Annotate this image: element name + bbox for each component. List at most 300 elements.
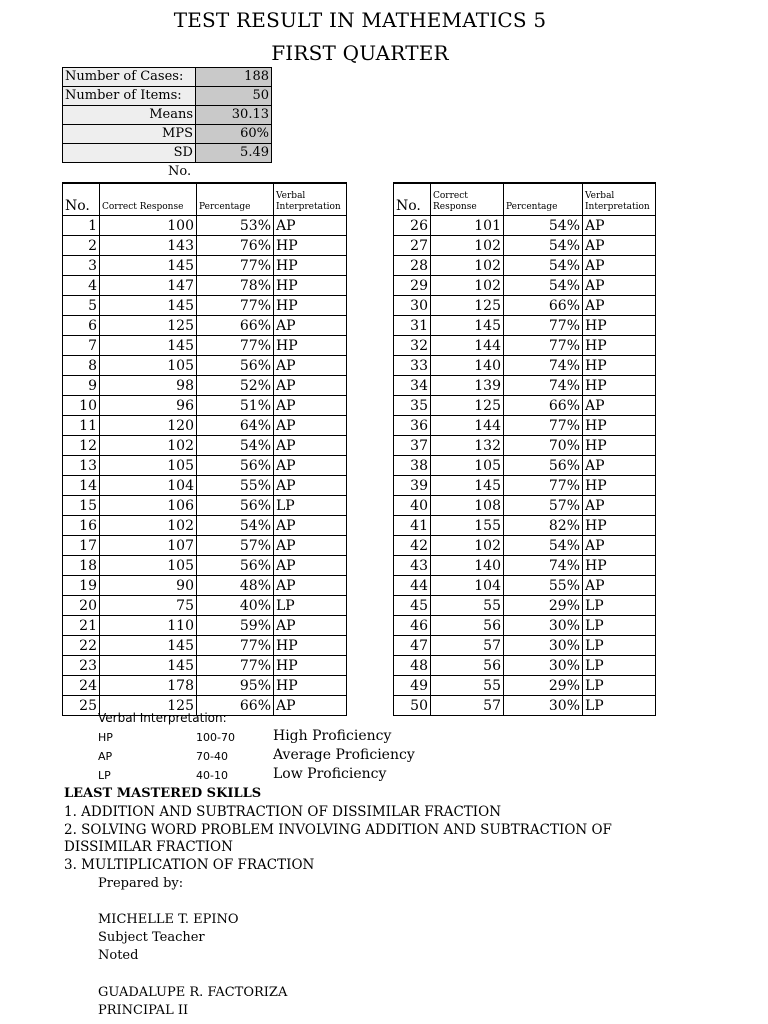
header-verbal-interpretation: Verbal Interpretation — [583, 183, 656, 216]
legend-code: AP — [98, 750, 113, 763]
stat-value: 30.13 — [196, 106, 272, 125]
cell-verbal-interpretation: HP — [274, 656, 347, 676]
cell-verbal-interpretation: AP — [583, 296, 656, 316]
cell-percentage: 77% — [197, 256, 274, 276]
cell-no: 13 — [63, 456, 100, 476]
cell-no: 7 — [63, 336, 100, 356]
cell-correct-response: 144 — [431, 336, 504, 356]
cell-verbal-interpretation: AP — [583, 456, 656, 476]
cell-verbal-interpretation: HP — [583, 376, 656, 396]
cell-verbal-interpretation: LP — [583, 616, 656, 636]
cell-correct-response: 147 — [100, 276, 197, 296]
table-row — [394, 376, 656, 396]
cell-verbal-interpretation: AP — [274, 316, 347, 336]
cell-correct-response: 90 — [100, 576, 197, 596]
cell-no: 18 — [63, 556, 100, 576]
cell-verbal-interpretation: AP — [583, 256, 656, 276]
cell-percentage: 77% — [504, 336, 583, 356]
table-row — [394, 656, 656, 676]
cell-verbal-interpretation: LP — [583, 596, 656, 616]
cell-verbal-interpretation: HP — [583, 476, 656, 496]
cell-percentage: 56% — [197, 456, 274, 476]
cell-no: 35 — [394, 396, 431, 416]
cell-verbal-interpretation: AP — [274, 376, 347, 396]
cell-percentage: 48% — [197, 576, 274, 596]
cell-verbal-interpretation: LP — [583, 656, 656, 676]
table-row — [394, 696, 656, 716]
stat-label: Number of Cases: — [63, 68, 196, 87]
table-row — [63, 536, 347, 556]
cell-percentage: 54% — [504, 536, 583, 556]
cell-percentage: 30% — [504, 656, 583, 676]
cell-no: 20 — [63, 596, 100, 616]
cell-percentage: 52% — [197, 376, 274, 396]
cell-no: 49 — [394, 676, 431, 696]
table-row — [63, 436, 347, 456]
stat-value: 5.49 — [196, 144, 272, 163]
cell-verbal-interpretation: AP — [274, 456, 347, 476]
table-row — [63, 476, 347, 496]
cell-percentage: 56% — [504, 456, 583, 476]
cell-no: 17 — [63, 536, 100, 556]
cell-verbal-interpretation: AP — [274, 616, 347, 636]
table-row — [394, 256, 656, 276]
table-row — [394, 296, 656, 316]
cell-no: 29 — [394, 276, 431, 296]
cell-percentage: 76% — [197, 236, 274, 256]
cell-correct-response: 145 — [100, 336, 197, 356]
header-correct-response: Correct Response — [100, 183, 197, 216]
cell-correct-response: 55 — [431, 596, 504, 616]
cell-correct-response: 57 — [431, 696, 504, 716]
table-row — [394, 616, 656, 636]
principal-name: GUADALUPE R. FACTORIZA — [98, 985, 288, 1000]
cell-verbal-interpretation: AP — [274, 356, 347, 376]
cell-correct-response: 125 — [100, 316, 197, 336]
cell-no: 12 — [63, 436, 100, 456]
cell-no: 6 — [63, 316, 100, 336]
cell-percentage: 74% — [504, 556, 583, 576]
cell-verbal-interpretation: AP — [583, 576, 656, 596]
cell-verbal-interpretation: HP — [274, 636, 347, 656]
cell-percentage: 66% — [504, 396, 583, 416]
table-row — [63, 456, 347, 476]
principal-role: PRINCIPAL II — [98, 1003, 189, 1018]
cell-no: 24 — [63, 676, 100, 696]
cell-percentage: 78% — [197, 276, 274, 296]
table-row — [394, 216, 656, 236]
cell-correct-response: 140 — [431, 556, 504, 576]
legend-description: Average Proficiency — [273, 747, 415, 763]
cell-correct-response: 145 — [100, 656, 197, 676]
cell-verbal-interpretation: AP — [274, 696, 347, 716]
legend-row-ap — [98, 747, 498, 766]
cell-verbal-interpretation: HP — [583, 336, 656, 356]
cell-correct-response: 105 — [100, 456, 197, 476]
cell-correct-response: 55 — [431, 676, 504, 696]
cell-correct-response: 57 — [431, 636, 504, 656]
table-row — [394, 516, 656, 536]
table-row — [394, 276, 656, 296]
cell-verbal-interpretation: AP — [274, 436, 347, 456]
cell-verbal-interpretation: AP — [274, 516, 347, 536]
cell-correct-response: 96 — [100, 396, 197, 416]
legend-row-hp — [98, 728, 498, 747]
results-body-right — [394, 216, 656, 716]
stat-label: MPS — [63, 125, 196, 144]
stat-value: 50 — [196, 87, 272, 106]
results-table-left — [62, 182, 347, 716]
cell-correct-response: 120 — [100, 416, 197, 436]
cell-no: 41 — [394, 516, 431, 536]
cell-correct-response: 108 — [431, 496, 504, 516]
cell-verbal-interpretation: HP — [583, 316, 656, 336]
cell-percentage: 64% — [197, 416, 274, 436]
cell-percentage: 29% — [504, 676, 583, 696]
cell-percentage: 57% — [197, 536, 274, 556]
cell-percentage: 66% — [197, 316, 274, 336]
cell-percentage: 70% — [504, 436, 583, 456]
table-row — [394, 676, 656, 696]
cell-verbal-interpretation: HP — [583, 416, 656, 436]
cell-correct-response: 143 — [100, 236, 197, 256]
table-row — [394, 416, 656, 436]
cell-correct-response: 155 — [431, 516, 504, 536]
cell-no: 46 — [394, 616, 431, 636]
cell-correct-response: 106 — [100, 496, 197, 516]
legend-description: High Proficiency — [273, 728, 392, 744]
stat-value: 60% — [196, 125, 272, 144]
table-row — [394, 456, 656, 476]
cell-percentage: 74% — [504, 376, 583, 396]
table-header-row — [394, 183, 656, 216]
results-body-left — [63, 216, 347, 716]
cell-percentage: 51% — [197, 396, 274, 416]
cell-verbal-interpretation: HP — [274, 236, 347, 256]
legend-description: Low Proficiency — [273, 766, 387, 782]
cell-verbal-interpretation: HP — [583, 556, 656, 576]
cell-no: 1 — [63, 216, 100, 236]
cell-percentage: 66% — [504, 296, 583, 316]
cell-verbal-interpretation: LP — [583, 636, 656, 656]
teacher-role: Subject Teacher — [98, 930, 205, 945]
cell-percentage: 77% — [504, 476, 583, 496]
cell-no: 10 — [63, 396, 100, 416]
table-row — [63, 316, 347, 336]
table-row — [63, 296, 347, 316]
cell-no: 30 — [394, 296, 431, 316]
cell-no: 26 — [394, 216, 431, 236]
stat-label: Means — [63, 106, 196, 125]
legend-range: 40-10 — [196, 769, 228, 782]
cell-verbal-interpretation: AP — [274, 576, 347, 596]
header-verbal-interpretation: Verbal Interpretation — [274, 183, 347, 216]
cell-no: 11 — [63, 416, 100, 436]
cell-no: 44 — [394, 576, 431, 596]
cell-percentage: 54% — [197, 436, 274, 456]
stat-row — [63, 144, 272, 163]
cell-no: 38 — [394, 456, 431, 476]
cell-no: 21 — [63, 616, 100, 636]
cell-correct-response: 104 — [431, 576, 504, 596]
cell-no: 31 — [394, 316, 431, 336]
cell-correct-response: 125 — [431, 296, 504, 316]
cell-correct-response: 178 — [100, 676, 197, 696]
table-row — [63, 276, 347, 296]
cell-percentage: 77% — [197, 656, 274, 676]
cell-no: 34 — [394, 376, 431, 396]
stat-row — [63, 87, 272, 106]
cell-correct-response: 98 — [100, 376, 197, 396]
cell-correct-response: 140 — [431, 356, 504, 376]
cell-percentage: 56% — [197, 496, 274, 516]
cell-correct-response: 100 — [100, 216, 197, 236]
header-no: No. — [394, 183, 431, 216]
cell-verbal-interpretation: AP — [274, 216, 347, 236]
table-row — [63, 256, 347, 276]
legend-row-lp — [98, 766, 498, 785]
cell-percentage: 30% — [504, 616, 583, 636]
cell-correct-response: 132 — [431, 436, 504, 456]
cell-verbal-interpretation: AP — [583, 536, 656, 556]
cell-no: 28 — [394, 256, 431, 276]
cell-no: 14 — [63, 476, 100, 496]
teacher-name: MICHELLE T. EPINO — [98, 912, 239, 927]
legend-code: LP — [98, 769, 111, 782]
stat-value: 188 — [196, 68, 272, 87]
cell-verbal-interpretation: AP — [274, 416, 347, 436]
cell-correct-response: 145 — [431, 476, 504, 496]
cell-percentage: 77% — [504, 316, 583, 336]
cell-correct-response: 145 — [100, 636, 197, 656]
cell-correct-response: 105 — [431, 456, 504, 476]
legend-range: 70-40 — [196, 750, 228, 763]
table-row — [394, 236, 656, 256]
cell-no: 48 — [394, 656, 431, 676]
cell-percentage: 56% — [197, 556, 274, 576]
cell-verbal-interpretation: HP — [274, 296, 347, 316]
cell-verbal-interpretation: AP — [583, 276, 656, 296]
cell-verbal-interpretation: HP — [274, 256, 347, 276]
legend-title: Verbal Interpretation: — [98, 711, 227, 725]
cell-correct-response: 102 — [431, 276, 504, 296]
table-row — [394, 556, 656, 576]
cell-verbal-interpretation: LP — [583, 696, 656, 716]
cell-no: 22 — [63, 636, 100, 656]
table-row — [394, 576, 656, 596]
cell-correct-response: 139 — [431, 376, 504, 396]
cell-no: 23 — [63, 656, 100, 676]
cell-no: 32 — [394, 336, 431, 356]
stray-no-label: No. — [168, 164, 192, 179]
table-row — [63, 676, 347, 696]
cell-percentage: 40% — [197, 596, 274, 616]
table-row — [63, 596, 347, 616]
cell-no: 3 — [63, 256, 100, 276]
table-row — [63, 556, 347, 576]
cell-percentage: 74% — [504, 356, 583, 376]
cell-verbal-interpretation: AP — [274, 396, 347, 416]
cell-verbal-interpretation: AP — [583, 396, 656, 416]
cell-percentage: 95% — [197, 676, 274, 696]
table-row — [394, 636, 656, 656]
stat-row — [63, 125, 272, 144]
table-row — [63, 236, 347, 256]
cell-correct-response: 105 — [100, 556, 197, 576]
table-row — [394, 436, 656, 456]
cell-correct-response: 102 — [431, 256, 504, 276]
cell-no: 40 — [394, 496, 431, 516]
cell-percentage: 54% — [504, 216, 583, 236]
cell-no: 39 — [394, 476, 431, 496]
cell-correct-response: 56 — [431, 656, 504, 676]
skill-item: 1. ADDITION AND SUBTRACTION OF DISSIMILAR FRACTION — [64, 804, 502, 820]
cell-percentage: 56% — [197, 356, 274, 376]
cell-verbal-interpretation: HP — [274, 276, 347, 296]
prepared-by-label: Prepared by: — [98, 876, 184, 891]
cell-no: 47 — [394, 636, 431, 656]
cell-percentage: 77% — [197, 636, 274, 656]
table-row — [63, 336, 347, 356]
cell-no: 42 — [394, 536, 431, 556]
cell-no: 27 — [394, 236, 431, 256]
cell-percentage: 77% — [504, 416, 583, 436]
cell-verbal-interpretation: HP — [274, 676, 347, 696]
table-row — [394, 336, 656, 356]
table-row — [63, 576, 347, 596]
skill-item: 3. MULTIPLICATION OF FRACTION — [64, 857, 315, 873]
cell-no: 19 — [63, 576, 100, 596]
table-row — [63, 376, 347, 396]
cell-correct-response: 107 — [100, 536, 197, 556]
legend-code: HP — [98, 731, 113, 744]
cell-no: 36 — [394, 416, 431, 436]
cell-verbal-interpretation: LP — [583, 676, 656, 696]
table-row — [63, 616, 347, 636]
cell-verbal-interpretation: AP — [274, 536, 347, 556]
cell-verbal-interpretation: LP — [274, 596, 347, 616]
cell-percentage: 59% — [197, 616, 274, 636]
cell-percentage: 55% — [197, 476, 274, 496]
table-row — [63, 636, 347, 656]
skill-item: 2. SOLVING WORD PROBLEM INVOLVING ADDITION AND SUBTRACTION OF DISSIMILAR FRACTION — [64, 822, 612, 855]
cell-verbal-interpretation: LP — [274, 496, 347, 516]
cell-verbal-interpretation: AP — [274, 476, 347, 496]
table-row — [394, 596, 656, 616]
cell-correct-response: 105 — [100, 356, 197, 376]
cell-no: 45 — [394, 596, 431, 616]
cell-percentage: 30% — [504, 636, 583, 656]
stat-row — [63, 106, 272, 125]
cell-percentage: 54% — [504, 256, 583, 276]
cell-no: 33 — [394, 356, 431, 376]
table-row — [63, 356, 347, 376]
cell-correct-response: 104 — [100, 476, 197, 496]
table-row — [394, 396, 656, 416]
cell-correct-response: 144 — [431, 416, 504, 436]
header-percentage: Percentage — [504, 183, 583, 216]
table-row — [63, 516, 347, 536]
cell-verbal-interpretation: AP — [583, 236, 656, 256]
cell-correct-response: 125 — [431, 396, 504, 416]
noted-label: Noted — [98, 948, 139, 963]
cell-correct-response: 75 — [100, 596, 197, 616]
cell-correct-response: 101 — [431, 216, 504, 236]
cell-no: 37 — [394, 436, 431, 456]
cell-verbal-interpretation: HP — [583, 516, 656, 536]
cell-verbal-interpretation: HP — [583, 356, 656, 376]
cell-percentage: 29% — [504, 596, 583, 616]
cell-percentage: 77% — [197, 296, 274, 316]
summary-stats-table — [62, 67, 272, 163]
results-table-right — [393, 182, 656, 716]
cell-correct-response: 110 — [100, 616, 197, 636]
cell-no: 5 — [63, 296, 100, 316]
cell-correct-response: 145 — [431, 316, 504, 336]
cell-percentage: 54% — [504, 276, 583, 296]
cell-percentage: 54% — [504, 236, 583, 256]
cell-correct-response: 56 — [431, 616, 504, 636]
cell-no: 2 — [63, 236, 100, 256]
stat-label: Number of Items: — [63, 87, 196, 106]
table-row — [394, 536, 656, 556]
cell-no: 16 — [63, 516, 100, 536]
cell-percentage: 30% — [504, 696, 583, 716]
cell-no: 50 — [394, 696, 431, 716]
report-subtitle: FIRST QUARTER — [271, 41, 449, 65]
header-correct-response: Correct Response — [431, 183, 504, 216]
stat-label: SD — [63, 144, 196, 163]
header-percentage: Percentage — [197, 183, 274, 216]
cell-verbal-interpretation: HP — [583, 436, 656, 456]
table-row — [394, 356, 656, 376]
cell-percentage: 82% — [504, 516, 583, 536]
cell-verbal-interpretation: AP — [583, 216, 656, 236]
table-row — [63, 396, 347, 416]
cell-no: 15 — [63, 496, 100, 516]
table-row — [63, 416, 347, 436]
cell-verbal-interpretation: AP — [583, 496, 656, 516]
cell-percentage: 53% — [197, 216, 274, 236]
cell-no: 8 — [63, 356, 100, 376]
cell-percentage: 55% — [504, 576, 583, 596]
stat-row — [63, 68, 272, 87]
cell-verbal-interpretation: AP — [274, 556, 347, 576]
cell-no: 43 — [394, 556, 431, 576]
cell-correct-response: 102 — [100, 516, 197, 536]
cell-no: 4 — [63, 276, 100, 296]
cell-correct-response: 102 — [431, 236, 504, 256]
cell-correct-response: 102 — [100, 436, 197, 456]
cell-correct-response: 145 — [100, 296, 197, 316]
cell-no: 9 — [63, 376, 100, 396]
report-title: TEST RESULT IN MATHEMATICS 5 — [173, 8, 547, 32]
legend-range: 100-70 — [196, 731, 235, 744]
cell-percentage: 57% — [504, 496, 583, 516]
cell-correct-response: 125 — [100, 696, 197, 716]
table-header-row — [63, 183, 347, 216]
cell-percentage: 54% — [197, 516, 274, 536]
header-no: No. — [63, 183, 100, 216]
table-row — [63, 656, 347, 676]
cell-percentage: 66% — [197, 696, 274, 716]
cell-percentage: 77% — [197, 336, 274, 356]
cell-verbal-interpretation: HP — [274, 336, 347, 356]
cell-correct-response: 102 — [431, 536, 504, 556]
table-row — [394, 316, 656, 336]
least-mastered-title: LEAST MASTERED SKILLS — [64, 786, 262, 801]
table-row — [394, 476, 656, 496]
